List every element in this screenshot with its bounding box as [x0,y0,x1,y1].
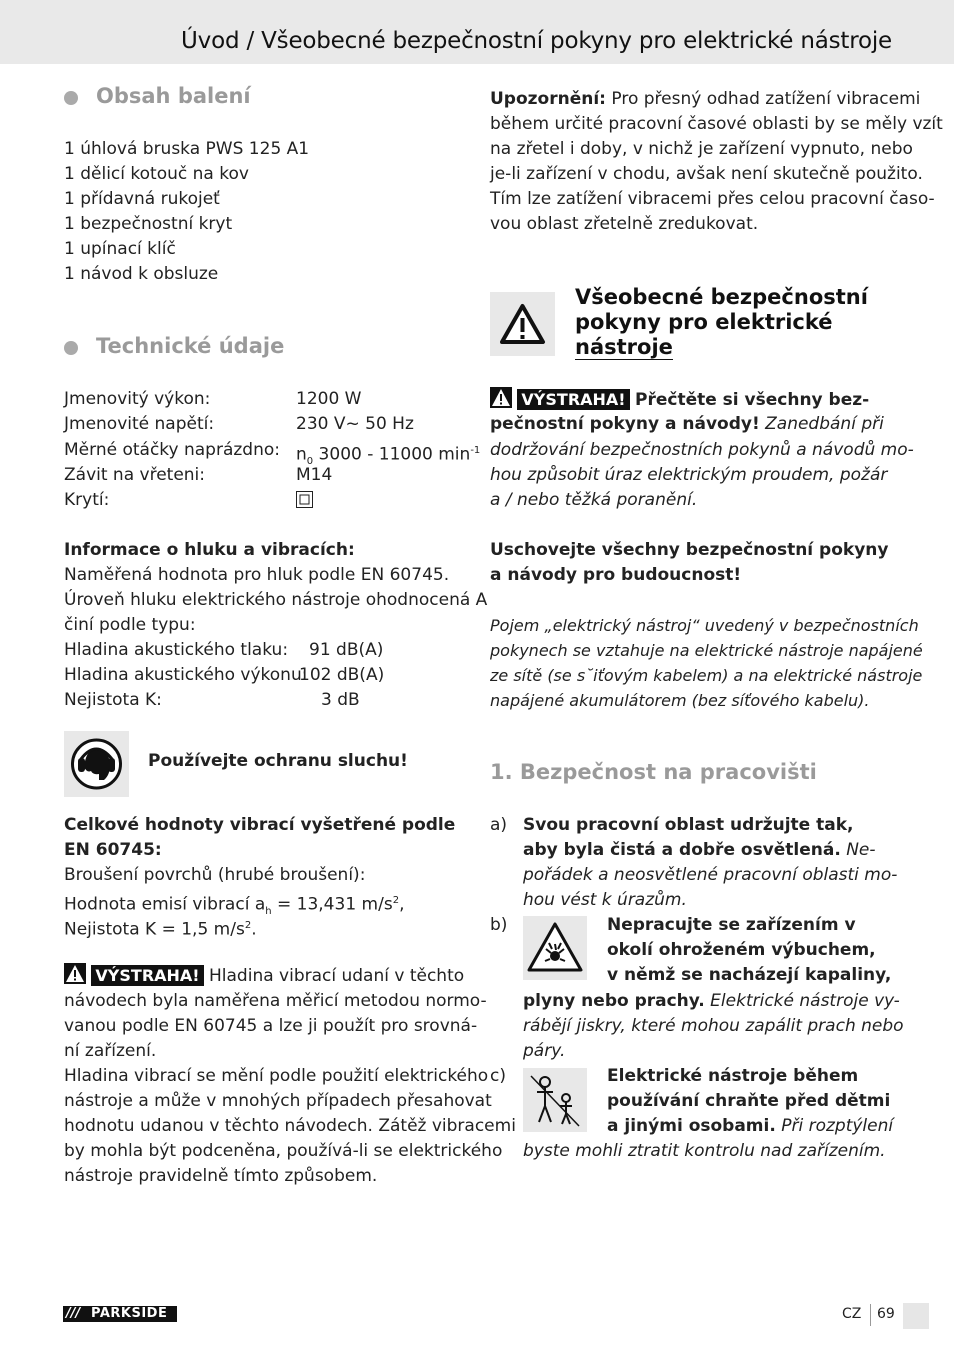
noise-text: Úroveň hluku elektrického nástroje ohodnocená A [64,590,488,610]
term-text: Pojem „elektrický nástroj“ uvedený v bezpečnostních [490,616,919,635]
vibration-uncertainty: Nejistota K = 1,5 $m/s^2$. [64,919,257,940]
item-text: rábějí jiskry, které mohou zapálit prach nebo [523,1016,904,1036]
safety-heading: Všeobecné bezpečnostní pokyny pro elektrické nástroje [575,285,868,359]
spec-label: Měrné otáčky naprázdno: [64,440,280,460]
warning-text: návodech byla naměřena měřicí metodou normo- [64,991,487,1011]
note-text: Tím lze zatížení vibracemi přes celou pracovní časo- [490,189,935,209]
noise-heading: Informace o hluku a vibracích: [64,540,355,560]
brand-name: PARKSIDE [91,1306,168,1321]
bullet-icon [64,341,78,355]
warning-line [490,387,869,413]
section-heading: 1. Bezpečnost na pracovišti [490,760,817,784]
list-item: 1 bezpečnostní kryt [64,214,233,234]
warning-triangle-icon [64,963,86,984]
warning-text: dodržování bezpečnostních pokynů a návodů mo- [490,440,914,460]
noise-label: Hladina akustického tlaku: [64,640,289,660]
item-label: c) [490,1066,506,1086]
note-text: na zřetel i doby, v nichž je zařízení vypnuto, nebo [490,139,913,159]
note-text: během určité pracovní časové oblasti by se měly vzít [490,114,943,134]
spec-label: Krytí: [64,490,110,510]
spec-value: M14 [296,465,333,485]
warning-text: Přečtěte si všechny bez- [635,390,870,410]
noise-text: činí podle typu: [64,615,196,635]
keep-children-away-icon [523,1068,587,1132]
noise-value: 102 dB(A) [299,665,385,685]
warning-text: by mohla být podceněna, používá-li se elektrického [64,1141,503,1161]
item-text: pořádek a neosvětlené pracovní oblasti mo- [523,865,898,885]
item-text: používání chraňte před dětmi [607,1091,891,1111]
warning-text: nástroje pravidelně tímto způsobem. [64,1166,378,1186]
spec-value: 230 V~ 50 Hz [296,414,414,434]
spec-value: 1200 W [296,389,362,409]
item-label: a) [490,815,508,835]
warning-triangle-icon [490,387,512,408]
double-insulation-icon [296,491,313,508]
page-number: 69 [877,1306,895,1322]
list-item: 1 dělicí kotouč na kov [64,164,249,184]
warning-text: ní zařízení. [64,1041,157,1061]
brand-logo: /// PARKSIDE [63,1306,177,1322]
item-text: byste mohli ztratit kontrolu nad zařízením. [523,1141,886,1161]
vibration-heading: Celkové hodnoty vibrací vyšetřené podle [64,815,456,835]
item-text: páry. [523,1041,566,1061]
page-title: Úvod / Všeobecné bezpečnostní pokyny pro elektrické nástroje [181,28,892,54]
vibration-value: Hodnota emisí vibrací $a_h = 13,431$ $m/s^2$, [64,894,405,918]
contents-heading: Obsah balení [96,84,251,108]
note-text: vou oblast zřetelně zredukovat. [490,214,759,234]
warning-text: pečnostní pokyny a návody! Zanedbání při [490,414,884,434]
noise-label: Nejistota K: [64,690,162,710]
noise-text: Naměřená hodnota pro hluk podle EN 60745. [64,565,450,585]
spec-label: Jmenovitý výkon: [64,389,211,409]
item-text: okolí ohroženém výbuchem, [607,940,876,960]
term-text: ze sítě (se s˘iťovým kabelem) a na elektrické nástroje [490,666,923,685]
language-code: CZ [842,1306,862,1322]
explosion-hazard-icon [523,916,587,980]
warning-text: hodnotu udanou v těchto návodech. Zátěž vibracemi [64,1116,516,1136]
list-item: 1 přídavná rukojeť [64,189,220,209]
bullet-icon [64,91,78,105]
item-text: aby byla čistá a dobře osvětlená. Ne- [523,840,876,860]
warning-text: a / nebo těžká poranění. [490,490,698,510]
footer-divider [870,1304,871,1326]
warning-text: Hladina vibrací se mění podle použití elektrického [64,1066,489,1086]
noise-label: Hladina akustického výkonu: [64,665,308,685]
vibration-heading: EN 60745: [64,840,162,860]
keep-instructions: Uschovejte všechny bezpečnostní pokyny [490,540,889,560]
warning-text: Hladina vibrací udaní v těchto [209,966,465,986]
item-text: Svou pracovní oblast udržujte tak, [523,815,854,835]
warning-label: VÝSTRAHA! [517,389,629,410]
item-text: Elektrické nástroje během [607,1066,859,1086]
noise-value: 91 dB(A) [309,640,384,660]
vibration-text: Broušení povrchů (hrubé broušení): [64,865,366,885]
note-text: je-li zařízení v chodu, avšak není skutečně použito. [490,164,923,184]
item-label: b) [490,915,508,935]
warning-text: nástroje a může v mnohých případech přesahovat [64,1091,492,1111]
item-text: plyny nebo prachy. Elektrické nástroje vy- [523,991,900,1011]
noise-value: 3 dB [321,690,360,710]
warning-line [64,963,464,989]
list-item: 1 úhlová bruska PWS 125 A1 [64,139,310,159]
spec-label: Jmenovité napětí: [64,414,215,434]
term-text: napájené akumulátorem (bez síťového kabelu). [490,691,870,710]
spec-label: Závit na vřeteni: [64,465,205,485]
warning-text: vanou podle EN 60745 a lze ji použít pro srovná- [64,1016,478,1036]
tech-heading: Technické údaje [96,334,285,358]
item-text: hou vést k úrazům. [523,890,687,910]
ear-protection-text: Používejte ochranu sluchu! [148,751,408,771]
note-line: Upozornění: Pro přesný odhad zatížení vibracemi [490,89,921,109]
term-text: pokynech se vztahuje na elektrické nástroje napájené [490,641,923,660]
page-header [0,0,954,64]
page-tab [903,1303,929,1329]
list-item: 1 návod k obsluze [64,264,219,284]
item-text: v němž se nacházejí kapaliny, [607,965,892,985]
list-item: 1 upínací klíč [64,239,176,259]
warning-label: VÝSTRAHA! [91,965,203,986]
item-text: Nepracujte se zařízením v [607,915,856,935]
item-text: a jinými osobami. Při rozptýlení [607,1116,894,1136]
ear-protection-icon [64,731,129,797]
warning-triangle-icon [490,292,555,356]
keep-instructions: a návody pro budoucnost! [490,565,742,585]
spec-value: $n_0$ 3000 - 11000 $\min^{-1}$ [296,444,481,468]
warning-text: hou způsobit úraz elektrickým proudem, požár [490,465,888,485]
